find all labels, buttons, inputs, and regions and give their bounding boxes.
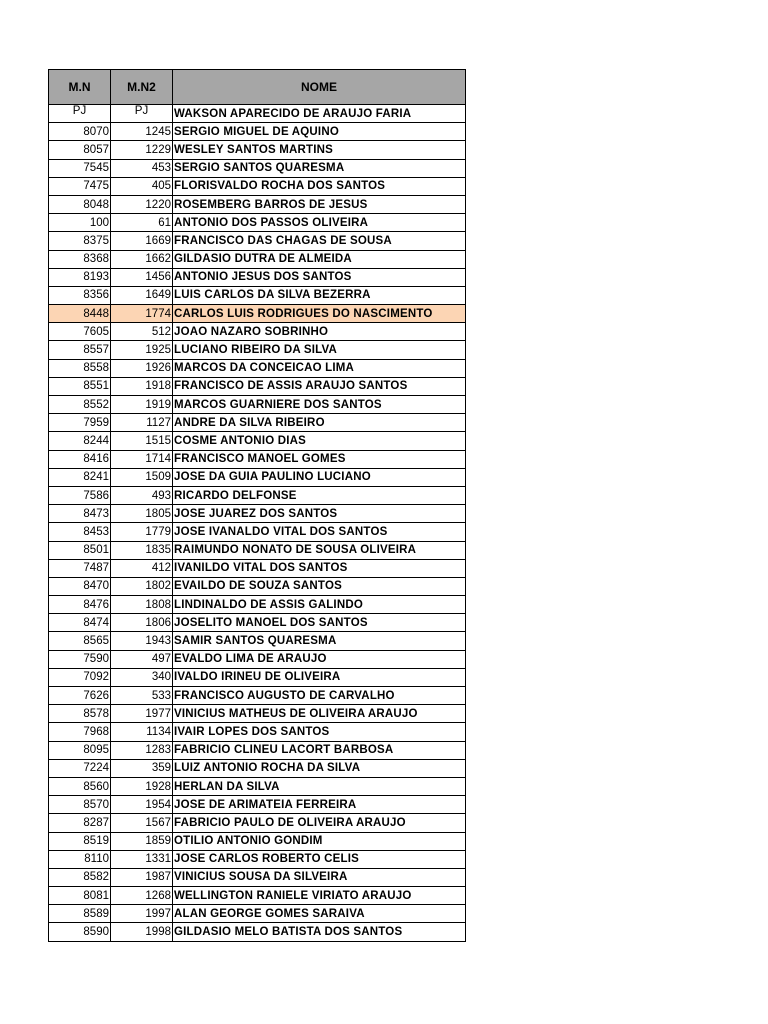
cell-mn: 7224 xyxy=(49,759,111,777)
cell-nome: FRANCISCO DE ASSIS ARAUJO SANTOS xyxy=(173,377,466,395)
cell-mn2: 1977 xyxy=(111,705,173,723)
table-row xyxy=(49,123,466,141)
cell-nome: FRANCISCO DAS CHAGAS DE SOUSA xyxy=(173,232,466,250)
cell-mn: 8565 xyxy=(49,632,111,650)
cell-nome: MARCOS DA CONCEICAO LIMA xyxy=(173,359,466,377)
cell-mn: 8241 xyxy=(49,468,111,486)
cell-mn: 8570 xyxy=(49,796,111,814)
cell-mn2: 1779 xyxy=(111,523,173,541)
table-row xyxy=(49,687,466,705)
cell-mn2: 1331 xyxy=(111,850,173,868)
cell-mn: 8501 xyxy=(49,541,111,559)
table-row xyxy=(49,377,466,395)
cell-nome: ANTONIO JESUS DOS SANTOS xyxy=(173,268,466,286)
table-row xyxy=(49,432,466,450)
cell-mn2: 1509 xyxy=(111,468,173,486)
cell-mn2: 1802 xyxy=(111,577,173,595)
cell-mn: 7590 xyxy=(49,650,111,668)
cell-mn: 100 xyxy=(49,214,111,232)
cell-nome: FABRICIO PAULO DE OLIVEIRA ARAUJO xyxy=(173,814,466,832)
cell-mn: 8578 xyxy=(49,705,111,723)
cell-mn2: 1928 xyxy=(111,777,173,795)
cell-nome: IVANILDO VITAL DOS SANTOS xyxy=(173,559,466,577)
names-table xyxy=(48,69,466,942)
cell-mn: 8453 xyxy=(49,523,111,541)
cell-mn: 7968 xyxy=(49,723,111,741)
cell-nome: LINDINALDO DE ASSIS GALINDO xyxy=(173,596,466,614)
cell-mn2: 1515 xyxy=(111,432,173,450)
cell-mn: 8582 xyxy=(49,868,111,886)
table-row xyxy=(49,232,466,250)
cell-mn: 7092 xyxy=(49,668,111,686)
cell-nome: WESLEY SANTOS MARTINS xyxy=(173,141,466,159)
cell-mn2: 61 xyxy=(111,214,173,232)
cell-nome: RICARDO DELFONSE xyxy=(173,486,466,504)
cell-mn2: 1567 xyxy=(111,814,173,832)
cell-nome: ANTONIO DOS PASSOS OLIVEIRA xyxy=(173,214,466,232)
header-row xyxy=(49,70,466,105)
cell-mn2: 1662 xyxy=(111,250,173,268)
cell-nome: FRANCISCO AUGUSTO DE CARVALHO xyxy=(173,687,466,705)
cell-nome: HERLAN DA SILVA xyxy=(173,777,466,795)
table-row xyxy=(49,559,466,577)
cell-mn2: 1268 xyxy=(111,887,173,905)
cell-nome: EVAILDO DE SOUZA SANTOS xyxy=(173,577,466,595)
cell-mn2: 1283 xyxy=(111,741,173,759)
cell-mn2: 1649 xyxy=(111,286,173,304)
table-row xyxy=(49,486,466,504)
table-row xyxy=(49,777,466,795)
table-row xyxy=(49,577,466,595)
table-row xyxy=(49,832,466,850)
cell-mn: 7959 xyxy=(49,414,111,432)
table-row xyxy=(49,341,466,359)
cell-mn2: 1919 xyxy=(111,396,173,414)
cell-mn2: 412 xyxy=(111,559,173,577)
cell-nome: FRANCISCO MANOEL GOMES xyxy=(173,450,466,468)
cell-mn2: 1954 xyxy=(111,796,173,814)
cell-nome: GILDASIO DUTRA DE ALMEIDA xyxy=(173,250,466,268)
cell-mn: 7605 xyxy=(49,323,111,341)
cell-mn2: 1997 xyxy=(111,905,173,923)
table-row xyxy=(49,268,466,286)
table-row xyxy=(49,195,466,213)
cell-nome: OTILIO ANTONIO GONDIM xyxy=(173,832,466,850)
cell-mn2: 497 xyxy=(111,650,173,668)
table-row xyxy=(49,505,466,523)
table-row xyxy=(49,414,466,432)
header-mn2: M.N2 xyxy=(111,70,173,105)
cell-mn: PJ xyxy=(49,105,111,123)
cell-mn: 8110 xyxy=(49,850,111,868)
cell-mn: 8048 xyxy=(49,195,111,213)
cell-mn2: 1220 xyxy=(111,195,173,213)
cell-mn: 8375 xyxy=(49,232,111,250)
cell-nome: LUIZ ANTONIO ROCHA DA SILVA xyxy=(173,759,466,777)
table-row xyxy=(49,468,466,486)
table-row xyxy=(49,596,466,614)
cell-mn2: 1926 xyxy=(111,359,173,377)
table-row xyxy=(49,214,466,232)
cell-nome: JOAO NAZARO SOBRINHO xyxy=(173,323,466,341)
cell-nome: JOSE CARLOS ROBERTO CELIS xyxy=(173,850,466,868)
cell-mn2: 1805 xyxy=(111,505,173,523)
cell-mn: 8193 xyxy=(49,268,111,286)
cell-mn2: 493 xyxy=(111,486,173,504)
cell-nome: JOSE JUAREZ DOS SANTOS xyxy=(173,505,466,523)
header-mn: M.N xyxy=(49,70,111,105)
table-row xyxy=(49,796,466,814)
cell-mn: 8356 xyxy=(49,286,111,304)
cell-nome: MARCOS GUARNIERE DOS SANTOS xyxy=(173,396,466,414)
table-row xyxy=(49,668,466,686)
table-row xyxy=(49,614,466,632)
table-row xyxy=(49,814,466,832)
cell-nome: SAMIR SANTOS QUARESMA xyxy=(173,632,466,650)
cell-mn: 7487 xyxy=(49,559,111,577)
cell-mn: 8081 xyxy=(49,887,111,905)
table-row xyxy=(49,541,466,559)
cell-mn: 8473 xyxy=(49,505,111,523)
cell-mn: 8558 xyxy=(49,359,111,377)
cell-mn2: 1669 xyxy=(111,232,173,250)
table-row xyxy=(49,141,466,159)
table-row xyxy=(49,650,466,668)
cell-mn: 8552 xyxy=(49,396,111,414)
cell-nome: COSME ANTONIO DIAS xyxy=(173,432,466,450)
table-row xyxy=(49,396,466,414)
cell-mn: 8470 xyxy=(49,577,111,595)
cell-nome: SERGIO MIGUEL DE AQUINO xyxy=(173,123,466,141)
cell-nome: CARLOS LUIS RODRIGUES DO NASCIMENTO xyxy=(173,305,466,323)
cell-nome: JOSE DE ARIMATEIA FERREIRA xyxy=(173,796,466,814)
cell-nome: WAKSON APARECIDO DE ARAUJO FARIA xyxy=(173,105,466,123)
cell-nome: GILDASIO MELO BATISTA DOS SANTOS xyxy=(173,923,466,941)
table-row xyxy=(49,741,466,759)
cell-mn: 7545 xyxy=(49,159,111,177)
cell-mn2: 1859 xyxy=(111,832,173,850)
table-row xyxy=(49,632,466,650)
cell-mn2: 1245 xyxy=(111,123,173,141)
cell-nome: ROSEMBERG BARROS DE JESUS xyxy=(173,195,466,213)
table-row xyxy=(49,450,466,468)
cell-mn: 8589 xyxy=(49,905,111,923)
cell-mn: 8368 xyxy=(49,250,111,268)
cell-nome: RAIMUNDO NONATO DE SOUSA OLIVEIRA xyxy=(173,541,466,559)
table-row xyxy=(49,105,466,123)
cell-mn2: 1714 xyxy=(111,450,173,468)
table-row xyxy=(49,250,466,268)
cell-mn2: 512 xyxy=(111,323,173,341)
cell-mn2: 1134 xyxy=(111,723,173,741)
cell-mn: 8448 xyxy=(49,305,111,323)
cell-mn2: 533 xyxy=(111,687,173,705)
cell-mn2: 1925 xyxy=(111,341,173,359)
cell-nome: LUCIANO RIBEIRO DA SILVA xyxy=(173,341,466,359)
cell-mn2: PJ xyxy=(111,105,173,123)
cell-nome: FABRICIO CLINEU LACORT BARBOSA xyxy=(173,741,466,759)
cell-nome: VINICIUS MATHEUS DE OLIVEIRA ARAUJO xyxy=(173,705,466,723)
table-row xyxy=(49,723,466,741)
table-row xyxy=(49,305,466,323)
table-row xyxy=(49,905,466,923)
cell-mn: 8560 xyxy=(49,777,111,795)
table-row xyxy=(49,923,466,941)
cell-nome: JOSE IVANALDO VITAL DOS SANTOS xyxy=(173,523,466,541)
cell-nome: WELLINGTON RANIELE VIRIATO ARAUJO xyxy=(173,887,466,905)
cell-mn: 8070 xyxy=(49,123,111,141)
table-row xyxy=(49,868,466,886)
cell-nome: IVALDO IRINEU DE OLIVEIRA xyxy=(173,668,466,686)
cell-mn2: 1998 xyxy=(111,923,173,941)
cell-mn2: 1127 xyxy=(111,414,173,432)
cell-mn: 8519 xyxy=(49,832,111,850)
table-row xyxy=(49,159,466,177)
spreadsheet xyxy=(48,69,465,942)
table-row xyxy=(49,850,466,868)
table-row xyxy=(49,887,466,905)
header-nome: NOME xyxy=(173,70,466,105)
cell-mn2: 453 xyxy=(111,159,173,177)
cell-mn2: 1774 xyxy=(111,305,173,323)
cell-mn: 8557 xyxy=(49,341,111,359)
cell-mn2: 1987 xyxy=(111,868,173,886)
table-body xyxy=(49,105,466,942)
table-row xyxy=(49,177,466,195)
cell-mn2: 1806 xyxy=(111,614,173,632)
cell-mn2: 1808 xyxy=(111,596,173,614)
cell-mn: 8474 xyxy=(49,614,111,632)
cell-mn2: 1456 xyxy=(111,268,173,286)
cell-mn2: 405 xyxy=(111,177,173,195)
cell-mn2: 1943 xyxy=(111,632,173,650)
table-row xyxy=(49,523,466,541)
table-row xyxy=(49,705,466,723)
cell-mn: 8287 xyxy=(49,814,111,832)
cell-nome: EVALDO LIMA DE ARAUJO xyxy=(173,650,466,668)
cell-mn: 8095 xyxy=(49,741,111,759)
cell-mn: 7475 xyxy=(49,177,111,195)
cell-nome: FLORISVALDO ROCHA DOS SANTOS xyxy=(173,177,466,195)
cell-mn2: 1918 xyxy=(111,377,173,395)
cell-mn: 8057 xyxy=(49,141,111,159)
cell-mn: 8244 xyxy=(49,432,111,450)
cell-mn2: 1835 xyxy=(111,541,173,559)
cell-mn: 8590 xyxy=(49,923,111,941)
cell-mn: 8551 xyxy=(49,377,111,395)
cell-nome: ANDRE DA SILVA RIBEIRO xyxy=(173,414,466,432)
cell-nome: VINICIUS SOUSA DA SILVEIRA xyxy=(173,868,466,886)
table-row xyxy=(49,759,466,777)
cell-nome: JOSELITO MANOEL DOS SANTOS xyxy=(173,614,466,632)
cell-mn: 8416 xyxy=(49,450,111,468)
cell-nome: SERGIO SANTOS QUARESMA xyxy=(173,159,466,177)
cell-mn: 8476 xyxy=(49,596,111,614)
cell-nome: LUIS CARLOS DA SILVA BEZERRA xyxy=(173,286,466,304)
table-row xyxy=(49,323,466,341)
cell-nome: ALAN GEORGE GOMES SARAIVA xyxy=(173,905,466,923)
cell-mn2: 359 xyxy=(111,759,173,777)
cell-nome: JOSE DA GUIA PAULINO LUCIANO xyxy=(173,468,466,486)
table-row xyxy=(49,359,466,377)
cell-mn2: 1229 xyxy=(111,141,173,159)
table-row xyxy=(49,286,466,304)
cell-mn2: 340 xyxy=(111,668,173,686)
cell-mn: 7626 xyxy=(49,687,111,705)
cell-nome: IVAIR LOPES DOS SANTOS xyxy=(173,723,466,741)
cell-mn: 7586 xyxy=(49,486,111,504)
